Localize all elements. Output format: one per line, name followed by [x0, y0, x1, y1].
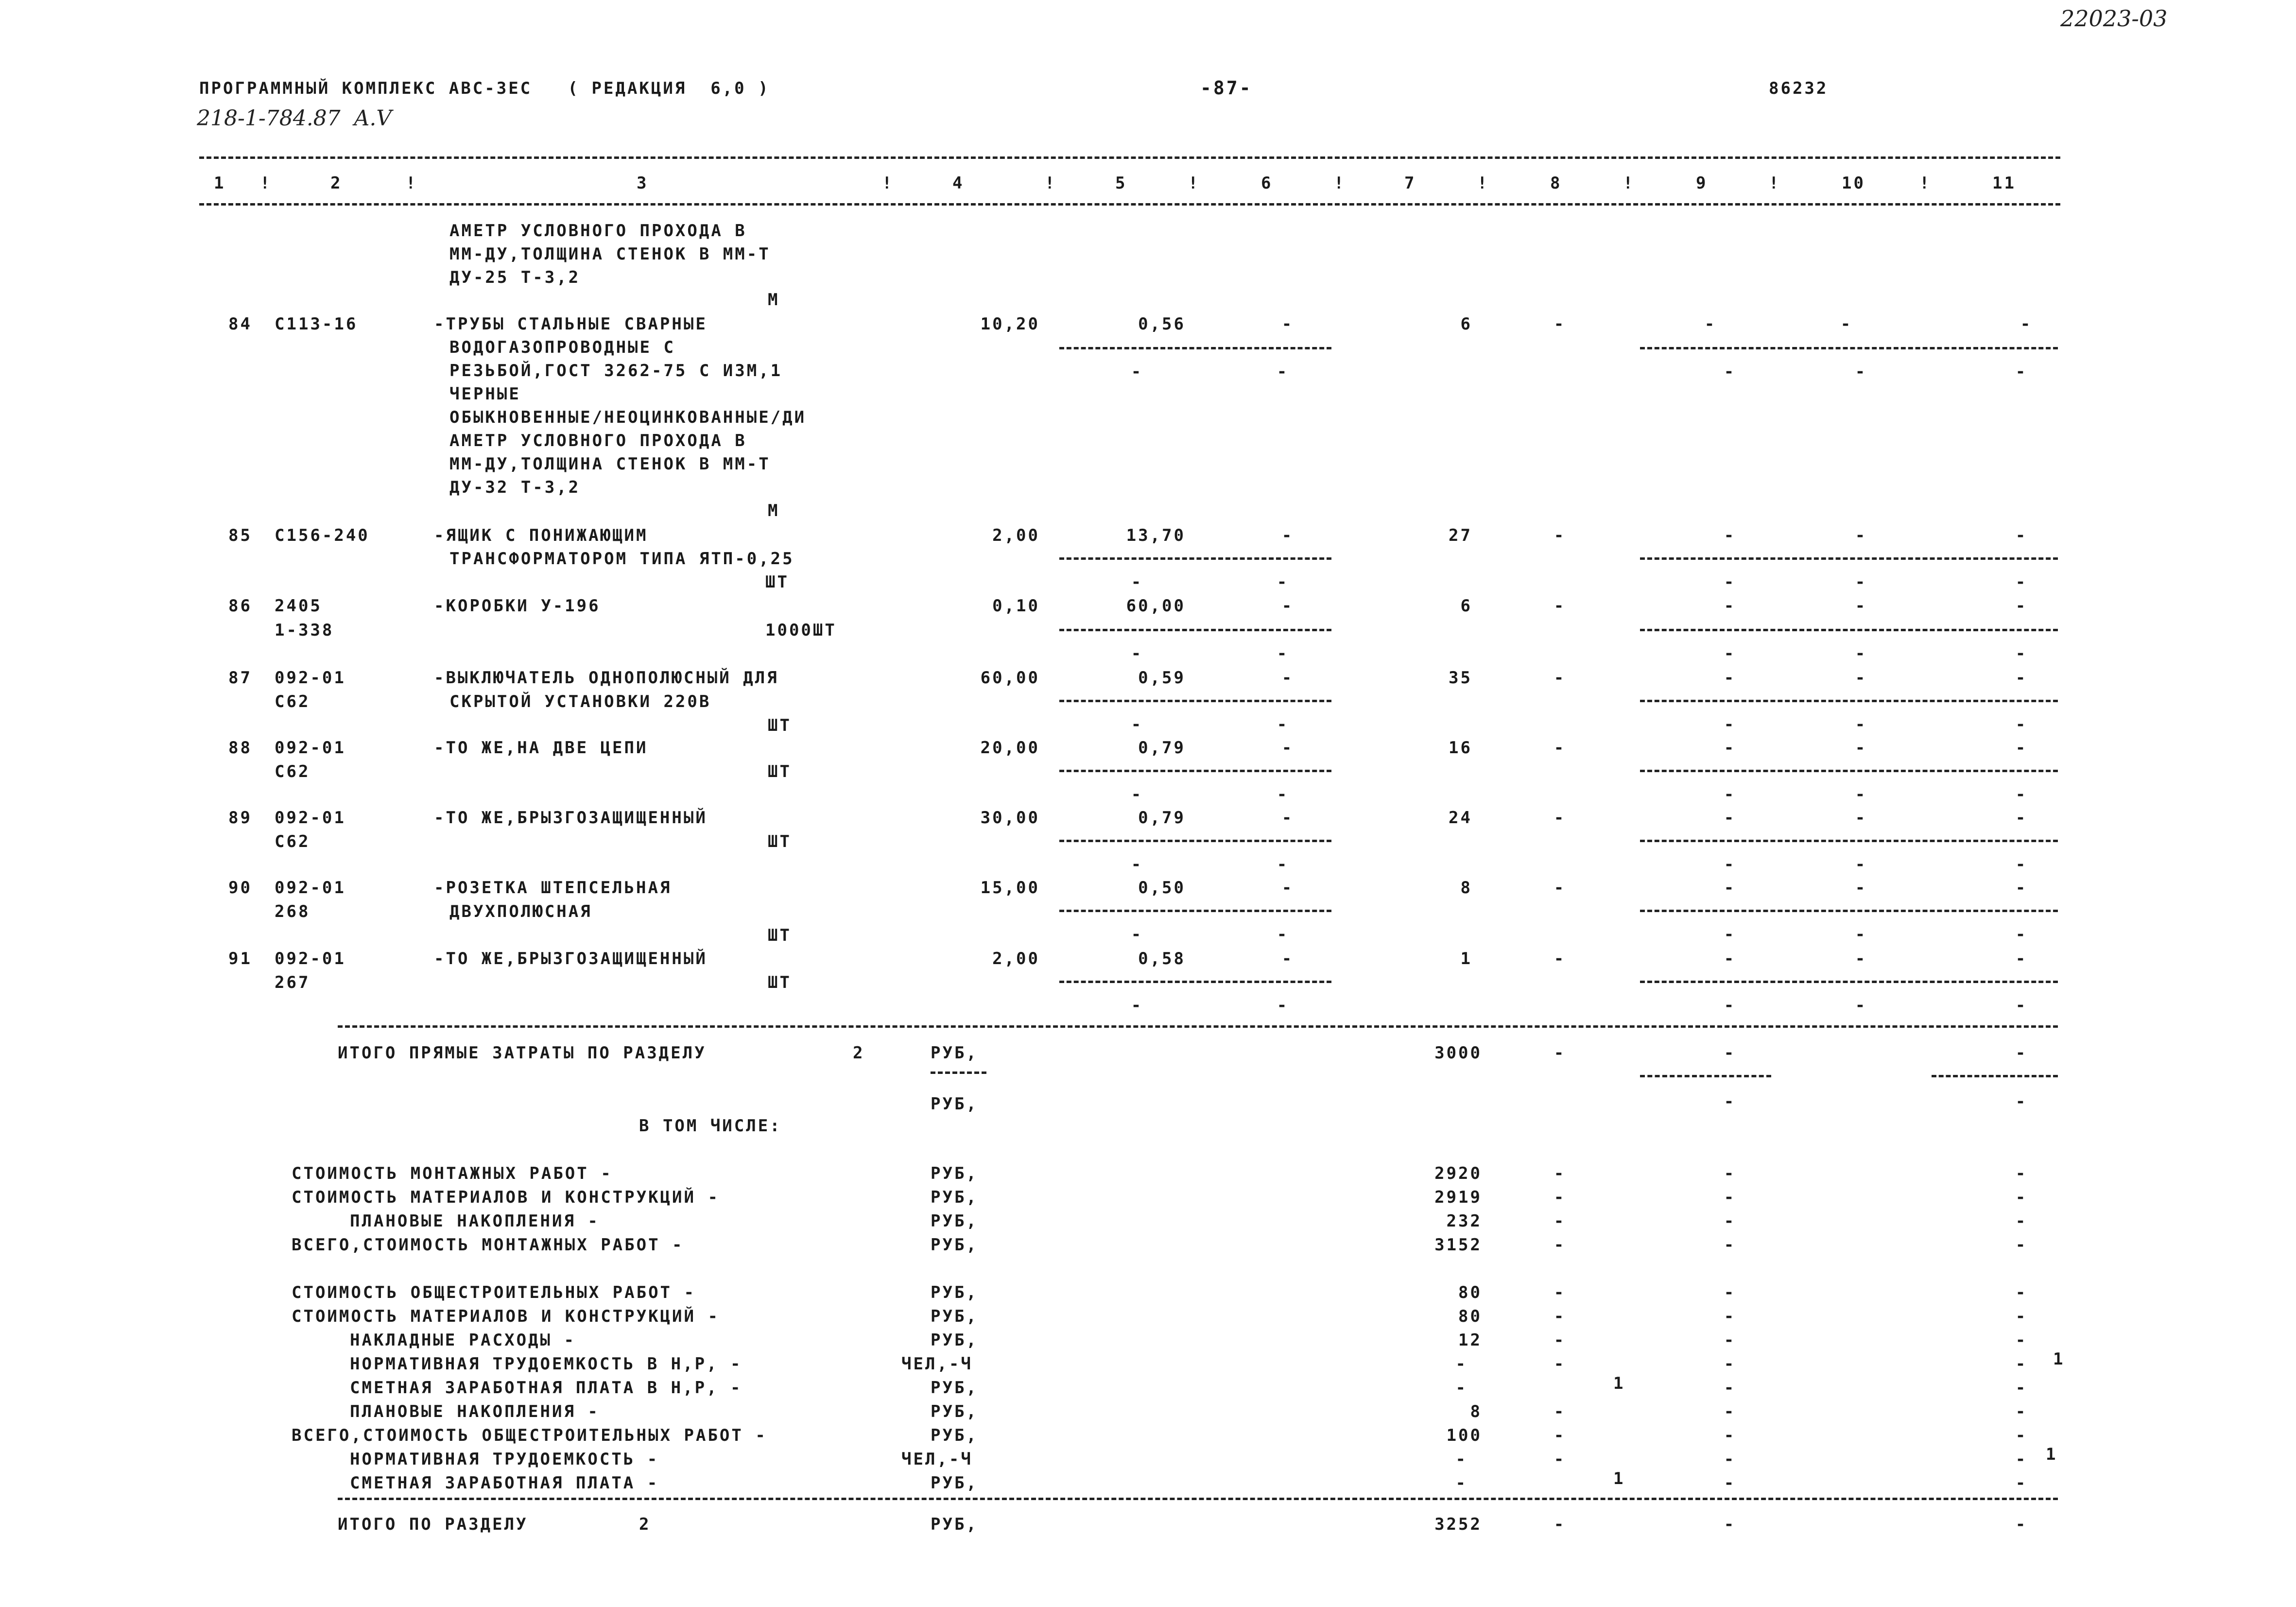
column-4-num: 4	[952, 173, 965, 193]
estimate-page: ПРОГРАММНЫЙ КОМПЛЕКС АВС-3ЕС ( РЕДАКЦИЯ 6,0 ) -87- 86232 22023-03 218-1-784.87 A.V 1 ! 2 ! 3 ! 4 ! 5 ! 6 ! 7 ! 8 ! 9 ! 10 ! 11 АМЕТР УСЛОВНОГО ПРОХОДА В ММ-ДУ,ТОЛЩИНА СТЕНОК В ММ-Т ДУ-25 Т-3,2 М 84 С113-16 -ТРУБЫ СТАЛЬНЫЕ СВАРНЫЕ ВОДОГАЗОПРОВОДНЫЕ С РЕЗЬБОЙ,ГОСТ 3262-75 С ИЗМ,1 ЧЕРНЫЕ ОБЫКНОВЕННЫЕ/НЕОЦИНКОВАННЫЕ/ДИ АМЕТР УСЛОВНОГО ПРОХОДА В ММ-ДУ,ТОЛЩИНА СТЕНОК В ММ-Т ДУ-32 Т-3,2 М 10,20 0,56 - 6 - - - - - - - - - 85 С156-240 -ЯЩИК С ПОНИЖАЮЩИМ ТРАНСФОРМАТОРОМ ТИПА ЯТП-0,25 ШТ 2,00 13,70 - 27 - - - - - - - - - 86 2405 1-338 -КОРОБКИ У-196 1000ШТ 0,10 60,00 - 6 - - - - - - - - - 87 092-01 С62 -ВЫКЛЮЧАТЕЛЬ ОДНОПОЛЮСНЫЙ ДЛЯ СКРЫТОЙ УСТАНОВКИ 220В ШТ 60,00 0,59 - 35 - - - - - - - - - 88 092-01 С62 -ТО ЖЕ,НА ДВЕ ЦЕПИ ШТ 20,00 0,79 - 16 - - - - - - - - - 89 092-01 С62 -ТО ЖЕ,БРЫЗГОЗАЩИЩЕННЫЙ ШТ 30,00 0,79 - 24 - - - - - - - - - 90 092-01 268 -РОЗЕТКА ШТЕПСЕЛЬНАЯ ДВУХПОЛЮСНАЯ ШТ 15,00 0,50 - 8 - - - - - - - - - 91 092-01 267 -ТО ЖЕ,БРЫЗГОЗАЩИЩЕННЫЙ ШТ 2,00 0,58 - 1 - - - - - - - - - ИТОГО ПРЯМЫЕ ЗАТРАТЫ ПО РАЗДЕЛУ 2 РУБ, РУБ, 3000 - - - - - В ТОМ ЧИСЛЕ: СТОИМОСТЬ МОНТАЖНЫХ РАБОТ - РУБ, 2920 - - - СТОИМОСТЬ МАТЕРИАЛОВ И КОНСТРУКЦИЙ - РУБ, 2919 - - - ПЛАНОВЫЕ НАКОПЛЕНИЯ - РУБ, 232 - - - ВСЕГО,СТОИМОСТЬ МОНТАЖНЫХ РАБОТ - РУБ, 3152 - - - СТОИМОСТЬ ОБЩЕСТРОИТЕЛЬНЫХ РАБОТ - РУБ, 80 - - - СТОИМОСТЬ МАТЕРИАЛОВ И КОНСТРУКЦИЙ - РУБ, 80 - - - НАКЛАДНЫЕ РАСХОДЫ - РУБ, 12 - - - НОРМАТИВНАЯ ТРУДОЕМКОСТЬ В Н,Р, - ЧЕЛ,-Ч - - - - 1 СМЕТНАЯ ЗАРАБОТНАЯ ПЛАТА В Н,Р, - РУБ, - 1 - - ПЛАНОВЫЕ НАКОПЛЕНИЯ - РУБ, 8 - - - ВСЕГО,СТОИМОСТЬ ОБЩЕСТРОИТЕЛЬНЫХ РАБОТ - РУБ, 100 - - - НОРМАТИВНАЯ ТРУДОЕМКОСТЬ - ЧЕЛ,-Ч - - - - 1 СМЕТНАЯ ЗАРАБОТНАЯ ПЛАТА - РУБ, - 1 - - ИТОГО ПО РАЗДЕЛУ 2 РУБ, 3252 - - -	[197, 5, 2168, 1534]
summary-label: НАКЛАДНЫЕ РАСХОДЫ -	[350, 1331, 576, 1350]
row-number: 90	[228, 878, 252, 898]
column-11-num: 11	[1992, 173, 2016, 193]
total-direct-rule	[338, 1025, 2058, 1028]
row-unit: М	[768, 501, 780, 520]
row-quantity: 0,10	[992, 596, 1040, 616]
total-section-value: 3252	[1434, 1515, 1482, 1534]
summary-value: -	[1455, 1354, 1467, 1374]
row-total: 8	[1460, 878, 1472, 898]
column-sep: !	[1188, 173, 1200, 193]
row-code: 2405	[275, 596, 322, 616]
column-2-num: 2	[330, 173, 343, 193]
row-total: 1	[1460, 949, 1472, 968]
column-1-num: 1	[214, 173, 226, 193]
row-total: 16	[1449, 738, 1472, 758]
summary-label: СМЕТНАЯ ЗАРАБОТНАЯ ПЛАТА -	[350, 1473, 659, 1493]
row-number: 91	[228, 949, 252, 968]
row-number: 87	[228, 668, 252, 688]
total-direct-section: 2	[853, 1043, 865, 1063]
row-code: 092-01	[275, 808, 346, 828]
row-unit-price: 0,79	[1138, 808, 1186, 828]
row-unit-price: 0,58	[1138, 949, 1186, 968]
summary-label: ПЛАНОВЫЕ НАКОПЛЕНИЯ -	[350, 1402, 600, 1421]
row-code: 092-01	[275, 878, 346, 898]
row-unit-price: 60,00	[1126, 596, 1186, 616]
row-description: -ТО ЖЕ,БРЫЗГОЗАЩИЩЕННЫЙ	[434, 949, 708, 968]
column-sep: !	[1334, 173, 1346, 193]
handwritten-doc-ref: 218-1-784.87 A.V	[197, 106, 392, 131]
row-description: -ТРУБЫ СТАЛЬНЫЕ СВАРНЫЕ	[434, 314, 708, 334]
column-sep: !	[1045, 173, 1057, 193]
summary-value: 2920	[1434, 1164, 1482, 1183]
header-bottom-rule	[199, 203, 2060, 206]
total-section-unit: РУБ,	[931, 1515, 978, 1534]
row-unit: ШТ	[768, 762, 792, 781]
summary-label: СТОИМОСТЬ МАТЕРИАЛОВ И КОНСТРУКЦИЙ -	[292, 1188, 720, 1207]
summary-label: ВСЕГО,СТОИМОСТЬ ОБЩЕСТРОИТЕЛЬНЫХ РАБОТ -	[292, 1426, 767, 1445]
summary-label: НОРМАТИВНАЯ ТРУДОЕМКОСТЬ В Н,Р, -	[350, 1354, 742, 1374]
summary-value: -	[1455, 1473, 1467, 1493]
row-description: -ТО ЖЕ,БРЫЗГОЗАЩИЩЕННЫЙ	[434, 808, 708, 828]
column-8-num: 8	[1550, 173, 1562, 193]
row-total: 6	[1460, 314, 1472, 334]
row-unit: ШТ	[768, 832, 792, 851]
row-description: -РОЗЕТКА ШТЕПСЕЛЬНАЯ	[434, 878, 672, 898]
summary-value: 80	[1458, 1283, 1482, 1302]
column-sep: !	[406, 173, 418, 193]
summary-value: 232	[1446, 1211, 1482, 1231]
row-unit-price: 0,79	[1138, 738, 1186, 758]
row-number: 85	[228, 526, 252, 545]
summary-value: 100	[1446, 1426, 1482, 1445]
total-section-number: 2	[639, 1515, 651, 1534]
row-code: С156-240	[275, 526, 370, 545]
row-quantity: 60,00	[980, 668, 1040, 688]
row-code: 092-01	[275, 949, 346, 968]
row-unit-price: 13,70	[1126, 526, 1186, 545]
column-3-num: 3	[637, 173, 649, 193]
row-code: 092-01	[275, 738, 346, 758]
column-7-num: 7	[1404, 173, 1416, 193]
in-number-heading: В ТОМ ЧИСЛЕ:	[639, 1116, 782, 1136]
column-9-num: 9	[1696, 173, 1708, 193]
row-quantity: 15,00	[980, 878, 1040, 898]
column-sep: !	[1919, 173, 1932, 193]
summary-value: 80	[1458, 1307, 1482, 1326]
program-title: ПРОГРАММНЫЙ КОМПЛЕКС АВС-3ЕС ( РЕДАКЦИЯ 6,0 )	[199, 79, 770, 98]
summary-value: -	[1455, 1450, 1467, 1469]
row-quantity: 10,20	[980, 314, 1040, 334]
column-sep: !	[1623, 173, 1635, 193]
row-total: 27	[1449, 526, 1472, 545]
summary-label: НОРМАТИВНАЯ ТРУДОЕМКОСТЬ -	[350, 1450, 659, 1469]
total-direct-unit: РУБ,	[931, 1043, 978, 1063]
row-unit: 1000ШТ	[765, 621, 837, 640]
summary-label: ВСЕГО,СТОИМОСТЬ МОНТАЖНЫХ РАБОТ -	[292, 1235, 684, 1255]
handwritten-stamp: 22023-03	[2060, 5, 2168, 32]
row-unit-price: 0,50	[1138, 878, 1186, 898]
summary-label: СТОИМОСТЬ МОНТАЖНЫХ РАБОТ -	[292, 1164, 613, 1183]
row-description: -ВЫКЛЮЧАТЕЛЬ ОДНОПОЛЮСНЫЙ ДЛЯ	[434, 668, 779, 688]
row-total: 35	[1449, 668, 1472, 688]
summary-value: 3152	[1434, 1235, 1482, 1255]
row-total: 6	[1460, 596, 1472, 616]
column-5-num: 5	[1115, 173, 1127, 193]
total-direct-value: 3000	[1434, 1043, 1482, 1063]
row-number: 84	[228, 314, 252, 334]
row-total: 24	[1449, 808, 1472, 828]
row-unit: ШТ	[768, 973, 792, 992]
summary-label: СМЕТНАЯ ЗАРАБОТНАЯ ПЛАТА В Н,Р, -	[350, 1378, 742, 1398]
row-unit-price: 0,56	[1138, 314, 1186, 334]
row-unit-price: 0,59	[1138, 668, 1186, 688]
page-number: -87-	[1200, 77, 1253, 99]
summary-value: 12	[1458, 1331, 1482, 1350]
row-code: С113-16	[275, 314, 358, 334]
row-unit: ШТ	[765, 572, 789, 592]
summary-value: 8	[1470, 1402, 1482, 1421]
row-description: -КОРОБКИ У-196	[434, 596, 601, 616]
row-quantity: 2,00	[992, 526, 1040, 545]
column-sep: !	[1477, 173, 1489, 193]
summary-value: -	[1455, 1378, 1467, 1398]
row-description: -ТО ЖЕ,НА ДВЕ ЦЕПИ	[434, 738, 648, 758]
row-unit: ШТ	[768, 926, 792, 945]
column-sep: !	[882, 173, 894, 193]
total-section-rule	[338, 1498, 2058, 1500]
row-unit: ШТ	[768, 716, 792, 735]
summary-label: СТОИМОСТЬ МАТЕРИАЛОВ И КОНСТРУКЦИЙ -	[292, 1307, 720, 1326]
header-top-rule	[199, 156, 2060, 159]
row-number: 89	[228, 808, 252, 828]
total-direct-label: ИТОГО ПРЯМЫЕ ЗАТРАТЫ ПО РАЗДЕЛУ	[338, 1043, 707, 1063]
row-code: 092-01	[275, 668, 346, 688]
row-description: -ЯЩИК С ПОНИЖАЮЩИМ	[434, 526, 648, 545]
row-quantity: 30,00	[980, 808, 1040, 828]
column-sep: !	[1769, 173, 1781, 193]
summary-label: СТОИМОСТЬ ОБЩЕСТРОИТЕЛЬНЫХ РАБОТ -	[292, 1283, 696, 1302]
total-section-label: ИТОГО ПО РАЗДЕЛУ	[338, 1515, 528, 1534]
summary-value: 2919	[1434, 1188, 1482, 1207]
row-number: 88	[228, 738, 252, 758]
summary-label: ПЛАНОВЫЕ НАКОПЛЕНИЯ -	[350, 1211, 600, 1231]
document-code: 86232	[1769, 79, 1829, 98]
row-quantity: 2,00	[992, 949, 1040, 968]
row-number: 86	[228, 596, 252, 616]
column-10-num: 10	[1842, 173, 1865, 193]
row-quantity: 20,00	[980, 738, 1040, 758]
column-sep: !	[260, 173, 272, 193]
column-6-num: 6	[1261, 173, 1273, 193]
